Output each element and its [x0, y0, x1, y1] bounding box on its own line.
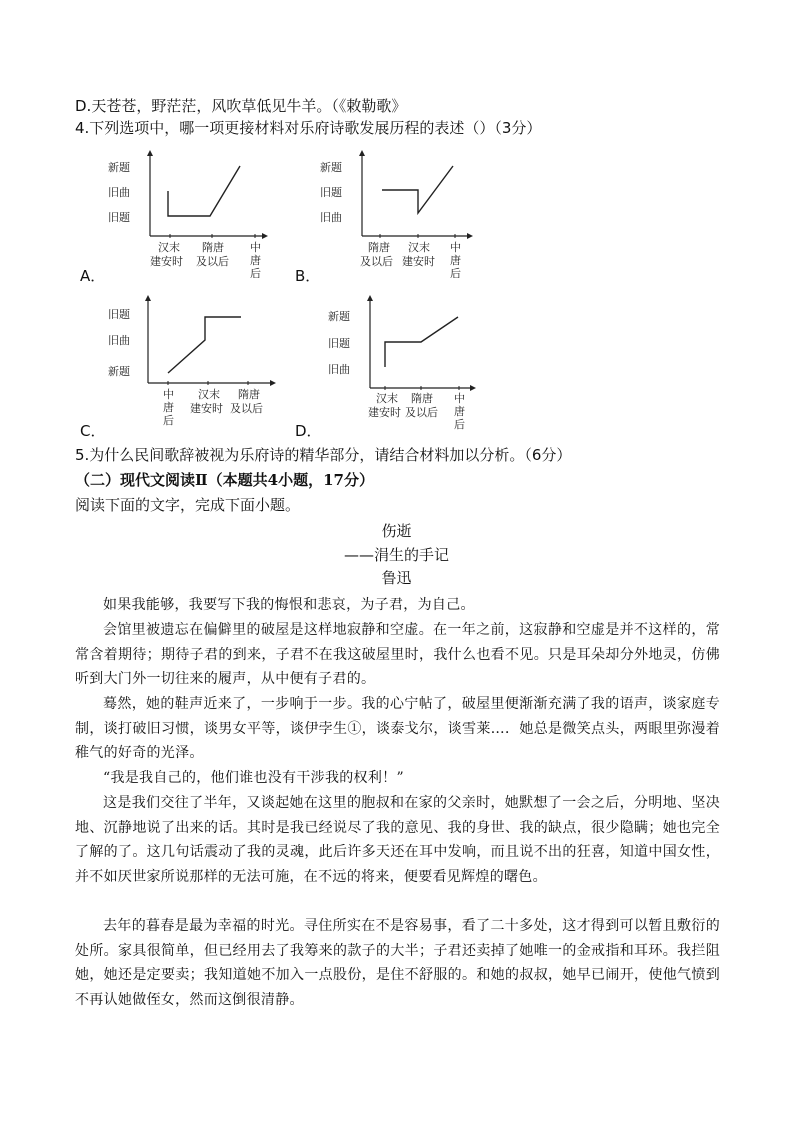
svg-text:及以后: 及以后 [360, 255, 393, 268]
svg-text:建安时: 建安时 [190, 402, 223, 415]
svg-text:唐: 唐 [163, 401, 174, 414]
svg-text:汉末: 汉末 [198, 388, 220, 401]
svg-text:建安时: 建安时 [402, 255, 435, 268]
svg-text:中: 中 [163, 388, 174, 401]
option-b-label: B． [295, 267, 321, 285]
paragraph-6: 去年的暮春是最为幸福的时光。寻住所实在不是容易事，看了二十多处，这才得到可以暂且敷衍的处所。家具很简单，但已经用去了我筹来的款子的大半；子君还卖掉了她唯一的金戒指和耳环。我拦阻她，她还是定要卖；我知道她不加入一点股份，是住不舒服的。和她的叔叔，她早已闹开，使他气愤到不再认她做侄女，然而这倒很清静。 [75, 918, 720, 1008]
svg-text:汉末: 汉末 [158, 241, 180, 254]
svg-text:及以后: 及以后 [405, 406, 438, 419]
question-4: 4.下列选项中，哪一项更接材料对乐府诗歌发展历程的表述（）（3分） [75, 119, 542, 137]
option-c-label: C． [80, 422, 106, 440]
chart-a-y1: 新题 [108, 161, 130, 174]
chart-c-y2: 旧曲 [108, 334, 130, 347]
svg-text:中: 中 [454, 392, 465, 405]
chart-b-y3: 旧曲 [320, 211, 342, 224]
passage-subtitle: ——涓生的手记 [343, 546, 449, 564]
instruction: 阅读下面的文字，完成下面小题。 [75, 496, 301, 514]
svg-text:唐: 唐 [454, 405, 465, 418]
svg-text:及以后: 及以后 [196, 255, 229, 268]
chart-a-y3: 旧题 [108, 211, 130, 224]
option-d-label: D． [295, 422, 322, 440]
question-5: 5.为什么民间歌辞被视为乐府诗的精华部分，请结合材料加以分析。（6分） [75, 446, 572, 464]
svg-text:后: 后 [454, 418, 465, 430]
svg-text:后: 后 [163, 414, 174, 427]
chart-d-y2: 旧题 [328, 337, 350, 350]
svg-text:唐: 唐 [450, 254, 461, 267]
svg-text:后: 后 [450, 267, 461, 278]
option-a-label: A． [80, 267, 106, 285]
svg-text:隋唐: 隋唐 [411, 392, 433, 405]
paragraph-2: 会馆里被遗忘在偏僻里的破屋是这样地寂静和空虚。在一年之前，这寂静和空虚是并不这样的，常常含着期待；期待子君的到来，子君不在我这破屋里时，我什么也看不见。只是耳朵却分外地灵，仿佛听到大门外一切往来的履声，从中便有子君的。 [75, 622, 720, 687]
paragraph-1: 如果我能够，我要写下我的悔恨和悲哀，为子君，为自己。 [103, 597, 475, 613]
chart-d-y1: 新题 [328, 310, 350, 323]
chart-c-y1: 旧题 [108, 308, 130, 321]
chart-b-y1: 新题 [320, 161, 342, 174]
chart-d-y3: 旧曲 [328, 363, 350, 376]
chart-c-y3: 新题 [108, 365, 130, 378]
svg-text:后: 后 [250, 267, 261, 278]
svg-text:中: 中 [450, 241, 461, 254]
svg-text:建安时: 建安时 [150, 255, 183, 268]
option-d-previous: D.天苍苍，野茫茫，风吹草低见牛羊。（《敕勒歌》 [75, 97, 407, 115]
paragraph-3: 蓦然，她的鞋声近来了，一步响于一步。我的心宁帖了，破屋里便渐渐充满了我的语声，谈家庭专制，谈打破旧习惯，谈男女平等，谈伊孛生①，谈泰戈尔，谈雪莱…．她总是微笑点头，两眼里弥漫着稚气的好奇的光泽。 [75, 696, 720, 761]
chart-c [108, 295, 288, 434]
svg-text:唐: 唐 [250, 254, 261, 267]
svg-text:隋唐: 隋唐 [238, 388, 260, 401]
svg-text:及以后: 及以后 [230, 402, 263, 415]
paragraph-5: 这是我们交往了半年，又谈起她在这里的胞叔和在家的父亲时，她默想了一会之后，分明地、坚决地、沉静地说了出来的话。其时是我已经说尽了我的意见、我的身世、我的缺点，很少隐瞒；她也完全了解的了。这几句话震动了我的灵魂，此后许多天还在耳中发响，而且说不出的狂喜，知道中国女性，并不如厌世家所说那样的无法可施，在不远的将来，便要看见辉煌的曙色。 [75, 795, 720, 885]
chart-b-y2: 旧题 [320, 186, 342, 199]
svg-text:汉末: 汉末 [408, 241, 430, 254]
svg-text:隋唐: 隋唐 [368, 241, 390, 254]
svg-text:建安时: 建安时 [368, 406, 401, 419]
paragraph-4: “我是我自己的，他们谁也没有干涉我的权利！” [103, 770, 404, 786]
chart-d [328, 295, 508, 434]
passage-title: 伤逝 [381, 522, 412, 540]
chart-b [320, 148, 500, 282]
svg-text:汉末: 汉末 [376, 392, 398, 405]
section-heading: （二）现代文阅读Ⅱ（本题共4小题，17分） [75, 471, 374, 489]
chart-a [100, 148, 280, 282]
passage-author: 鲁迅 [381, 569, 412, 587]
svg-text:隋唐: 隋唐 [202, 241, 224, 254]
svg-text:中: 中 [250, 241, 261, 254]
chart-a-y2: 旧曲 [108, 186, 130, 199]
